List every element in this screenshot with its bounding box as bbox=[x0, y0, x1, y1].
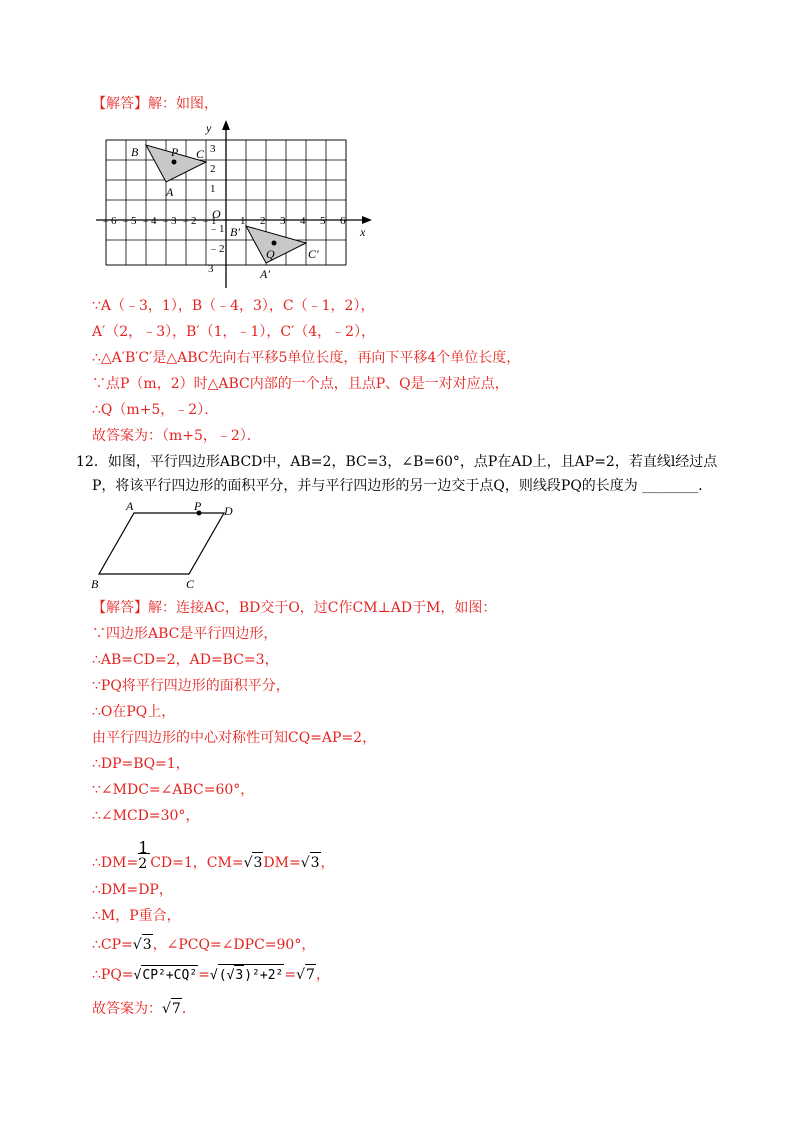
label-a: A bbox=[126, 499, 134, 513]
sol2-line-2: ∴AB=CD=2，AD=BC=3， bbox=[92, 652, 279, 668]
question-12-line-1: 12．如图，平行四边形ABCD中，AB=2，BC=3，∠B=60°，点P在AD上，且AP=2，若直线l经过点 bbox=[76, 454, 718, 470]
x-axis-label: x bbox=[360, 225, 366, 239]
fraction-one-half: $\frac{1}{2}$ bbox=[138, 838, 149, 872]
point-c-label: C bbox=[196, 147, 205, 161]
solution-2-header bbox=[92, 598, 496, 618]
x-tick-label: 4 bbox=[300, 215, 306, 227]
sol2-line-7: ∵∠MDC=∠ABC=60°， bbox=[92, 782, 255, 798]
label-c: C bbox=[186, 577, 195, 591]
sol1-line-1: ∵A（﹣3，1），B（﹣4，3），C（﹣1，2）， bbox=[92, 298, 375, 314]
x-tick-label: 6 bbox=[340, 215, 346, 227]
sol2-pq-line: ∴PQ=√CP²+CQ²=√(√3)²+2²=√7， bbox=[92, 964, 330, 986]
x-tick-label: 3 bbox=[280, 215, 286, 227]
x-tick-label: ﹣4 bbox=[140, 215, 157, 227]
sol2-line-4: ∴O在PQ上， bbox=[92, 704, 176, 720]
x-tick-label: ﹣2 bbox=[180, 215, 197, 227]
point-a1-label: A′ bbox=[260, 267, 270, 281]
sol1-line-4: ∵点P（m，2）时△ABC内部的一个点，且点P、Q是一对对应点， bbox=[92, 376, 509, 392]
y-tick-label: ﹣2 bbox=[208, 243, 225, 255]
answer-tag-2: 【解答】 bbox=[92, 600, 148, 616]
label-b: B bbox=[91, 577, 99, 591]
origin-label: O bbox=[212, 207, 221, 221]
label-p: P bbox=[194, 499, 202, 513]
sol2-cp-line: ∴CP=√3，∠PCQ=∠DPC=90°， bbox=[92, 934, 315, 955]
sol2-line-1: ∵四边形ABC是平行四边形， bbox=[92, 626, 278, 642]
y-tick-label: 3 bbox=[208, 263, 214, 275]
y-axis-label: y bbox=[206, 121, 212, 135]
label-d: D bbox=[224, 504, 233, 518]
sol1-line-2: A′（2，﹣3），B′（1，﹣1），C′（4，﹣2）， bbox=[92, 324, 376, 340]
y-tick-label: 1 bbox=[210, 183, 216, 195]
sol2-line-8: ∴∠MCD=30°， bbox=[92, 808, 200, 824]
sol1-line-5: ∴Q（m+5，﹣2）． bbox=[92, 402, 219, 418]
y-tick-label: 3 bbox=[210, 143, 216, 155]
x-tick-label: 5 bbox=[320, 215, 326, 227]
point-b-label: B bbox=[131, 145, 139, 159]
sol2-line-dmdp: ∴DM=DP， bbox=[92, 882, 173, 898]
point-b1-label: B′ bbox=[230, 225, 240, 239]
x-tick-label: 1 bbox=[240, 215, 246, 227]
sol2-dm-line: ∴DM= $\frac{1}{2}$ CD=1，CM=√3DM=√3， bbox=[92, 838, 335, 872]
question-12-line-2: P，将该平行四边形的面积平分，并与平行四边形的另一边交于点Q，则线段PQ的长度为 ________． bbox=[92, 478, 713, 494]
y-tick-label: ﹣1 bbox=[208, 223, 225, 235]
sol2-line-6: ∴DP=BQ=1， bbox=[92, 756, 190, 772]
y-tick-label: 2 bbox=[210, 163, 216, 175]
sol2-line-mp: ∴M，P重合， bbox=[92, 908, 181, 924]
x-tick-label: 2 bbox=[260, 215, 266, 227]
sol2-line-3: ∵PQ将平行四边形的面积平分， bbox=[92, 678, 290, 694]
x-tick-label: ﹣5 bbox=[120, 215, 137, 227]
x-tick-label: ﹣1 bbox=[200, 215, 217, 227]
coordinate-grid-figure bbox=[86, 118, 376, 288]
sol1-line-6: 故答案为：（m+5，﹣2）． bbox=[92, 428, 261, 444]
parallelogram-figure bbox=[86, 498, 246, 592]
x-tick-label: ﹣6 bbox=[100, 215, 117, 227]
solution-1-header bbox=[92, 94, 218, 114]
x-tick-label: ﹣3 bbox=[160, 215, 177, 227]
answer-tag: 【解答】 bbox=[92, 96, 148, 112]
solution-intro: 解：如图， bbox=[148, 96, 218, 112]
point-c1-label: C′ bbox=[308, 247, 319, 261]
solution-2-intro: 解：连接AC，BD交于O，过C作CM⊥AD于M，如图： bbox=[148, 600, 497, 616]
point-a-label: A bbox=[166, 185, 174, 199]
point-q-label: Q bbox=[266, 247, 275, 261]
sol2-answer: 故答案为：√7． bbox=[92, 998, 196, 1019]
sol2-line-5: 由平行四边形的中心对称性可知CQ=AP=2， bbox=[92, 730, 377, 746]
sol1-line-3: ∴△A′B′C′是△ABC先向右平移5单位长度，再向下平移4个单位长度， bbox=[92, 350, 521, 366]
point-p-label: P bbox=[171, 145, 179, 159]
